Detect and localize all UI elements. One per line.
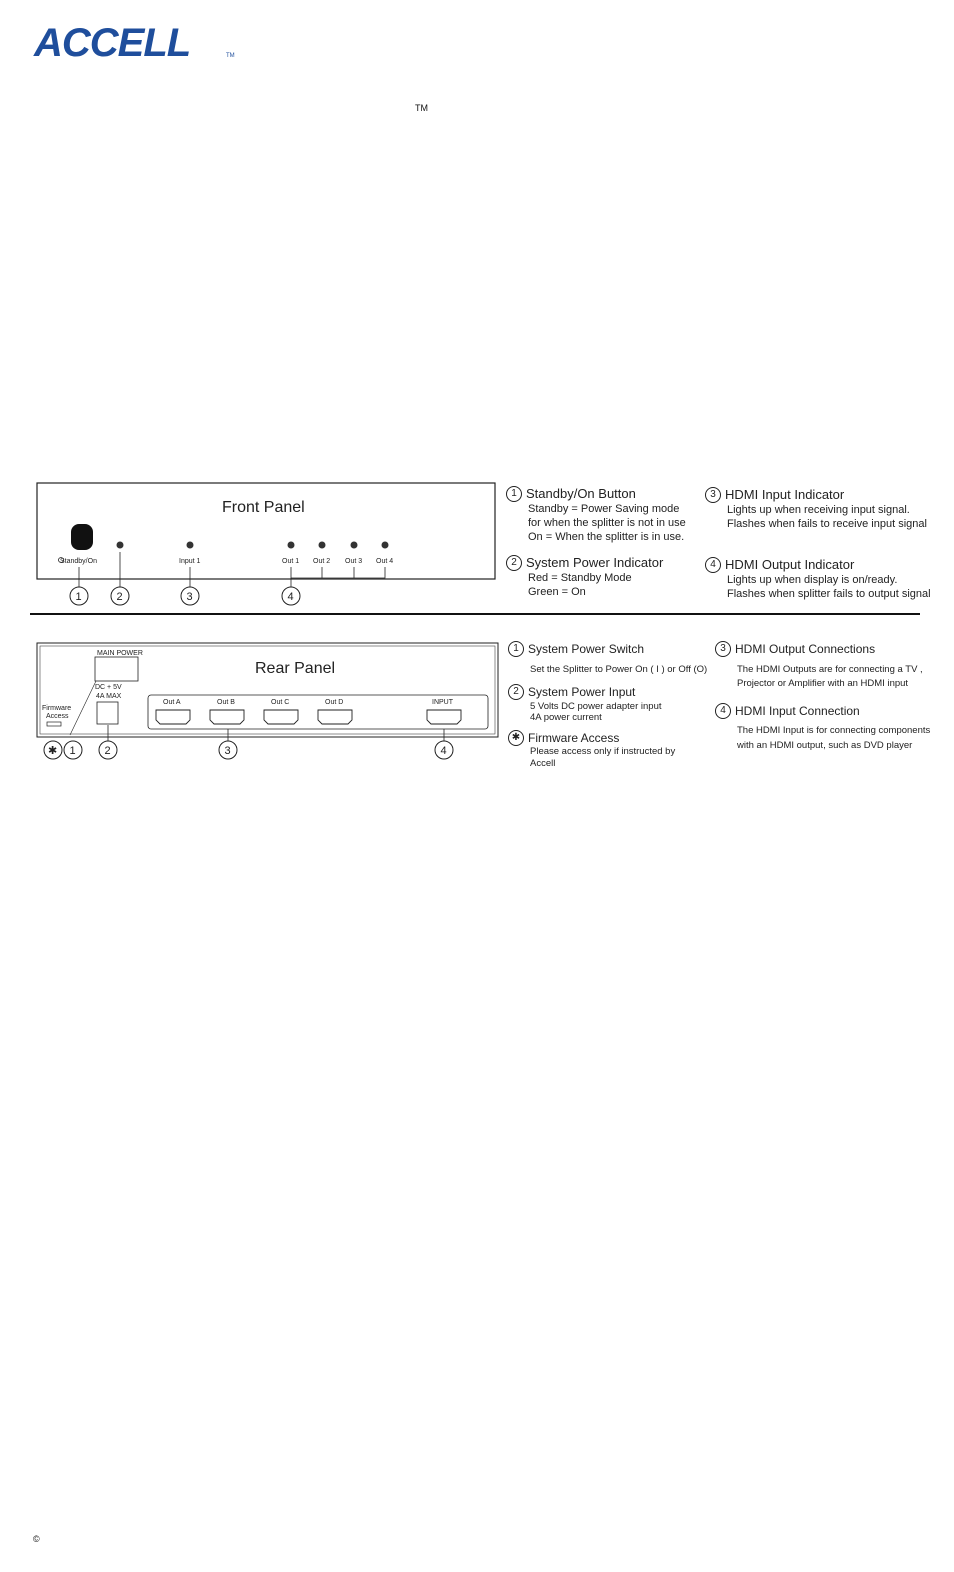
legend-number: 3 <box>715 641 731 657</box>
legend-title: HDMI Input Indicator <box>725 487 845 502</box>
legend-number: 3 <box>705 487 721 503</box>
rear-callout-1: 1 <box>69 745 76 757</box>
main-power-label: MAIN POWER <box>97 650 143 657</box>
hdmi-port-outA <box>156 710 190 724</box>
hdmi-port-outC <box>264 710 298 724</box>
rear-legend-2 <box>508 684 718 725</box>
dc-power-jack <box>97 702 118 724</box>
hdmi-port-outD <box>318 710 352 724</box>
rear-legend-4 <box>715 703 951 753</box>
legend-line: Flashes when fails to receive input signal <box>727 518 927 530</box>
legend-line: with an HDMI output, such as DVD player <box>737 740 913 751</box>
legend-line: for when the splitter is not in use <box>528 517 686 529</box>
front-panel-title: Front Panel <box>222 499 305 516</box>
legend-line: 5 Volts DC power adapter input <box>530 701 662 712</box>
legend-title: HDMI Output Indicator <box>725 557 855 572</box>
rear-callout-2: 2 <box>104 745 111 757</box>
dc-label-1: DC + 5V <box>95 684 122 691</box>
outA-label: Out A <box>163 699 181 706</box>
rear-panel-title: Rear Panel <box>255 660 336 677</box>
legend-title: Standby/On Button <box>526 486 636 501</box>
outB-label: Out B <box>217 699 235 706</box>
legend-line: Green = On <box>528 586 586 598</box>
legend-number: 1 <box>506 486 522 502</box>
firmware-port <box>47 722 61 726</box>
outD-label: Out D <box>325 699 344 706</box>
out3-label: Out 3 <box>345 558 363 565</box>
header-trademark: TM <box>415 103 428 113</box>
front-callout-1: 1 <box>75 591 82 603</box>
legend-line: Projector or Amplifier with an HDMI input <box>737 678 909 689</box>
legend-line: Accell <box>530 758 556 769</box>
rear-callouts <box>44 741 453 759</box>
rear-callout-4: 4 <box>440 745 447 757</box>
input-label: INPUT <box>432 699 453 706</box>
front-callout-4: 4 <box>287 591 294 603</box>
firmware-label-2: Access <box>46 713 69 720</box>
legend-title: System Power Switch <box>528 642 645 656</box>
legend-line: Please access only if instructed by <box>530 746 676 757</box>
legend-line: 4A power current <box>530 712 602 723</box>
outC-label: Out C <box>271 699 290 706</box>
rear-legend-1 <box>508 641 718 677</box>
logo-trademark: TM <box>226 53 235 59</box>
legend-title: HDMI Input Connection <box>735 704 860 718</box>
legend-title: Firmware Access <box>528 731 620 745</box>
legend-line: The HDMI Input is for connecting components <box>737 725 931 736</box>
legend-line: Flashes when splitter fails to output signal <box>727 588 931 600</box>
rear-callout-3: 3 <box>224 745 231 757</box>
main-power-switch <box>95 657 138 681</box>
front-callout-3: 3 <box>186 591 193 603</box>
rear-callout-star: ✱ <box>48 745 58 757</box>
legend-title: System Power Input <box>528 685 636 699</box>
hdmi-port-outB <box>210 710 244 724</box>
legend-number: 4 <box>715 703 731 719</box>
standby-label: Standby/On <box>60 558 97 565</box>
legend-line: On = When the splitter is in use. <box>528 531 685 543</box>
legend-number: ✱ <box>508 730 524 746</box>
legend-line: Lights up when display is on/ready. <box>727 574 898 586</box>
out4-label: Out 4 <box>376 558 394 565</box>
legend-line: Set the Splitter to Power On ( I ) or Off (O) <box>530 664 708 675</box>
legend-number: 1 <box>508 641 524 657</box>
rear-legend-3 <box>715 641 951 691</box>
dc-label-2: 4A MAX <box>96 693 122 700</box>
input1-label: Input 1 <box>179 558 201 565</box>
legend-line: The HDMI Outputs are for connecting a TV , <box>737 664 923 675</box>
legend-number: 4 <box>705 557 721 573</box>
legend-title: System Power Indicator <box>526 555 664 570</box>
out2-label: Out 2 <box>313 558 331 565</box>
legend-number: 2 <box>508 684 524 700</box>
hdmi-port-input <box>427 710 461 724</box>
legend-line: Standby = Power Saving mode <box>528 503 680 515</box>
legend-number: 2 <box>506 555 522 571</box>
firmware-label-1: Firmware <box>42 705 72 712</box>
legend-line: Red = Standby Mode <box>528 572 632 584</box>
copyright-mark: © <box>33 1534 40 1544</box>
logo-text: ACCELL <box>34 21 191 65</box>
legend-line: Lights up when receiving input signal. <box>727 504 910 516</box>
rear-callout-lines <box>108 725 444 742</box>
rear-legend-firmware <box>508 730 718 770</box>
legend-title: HDMI Output Connections <box>735 642 876 656</box>
out1-label: Out 1 <box>282 558 300 565</box>
front-callout-2: 2 <box>116 591 123 603</box>
